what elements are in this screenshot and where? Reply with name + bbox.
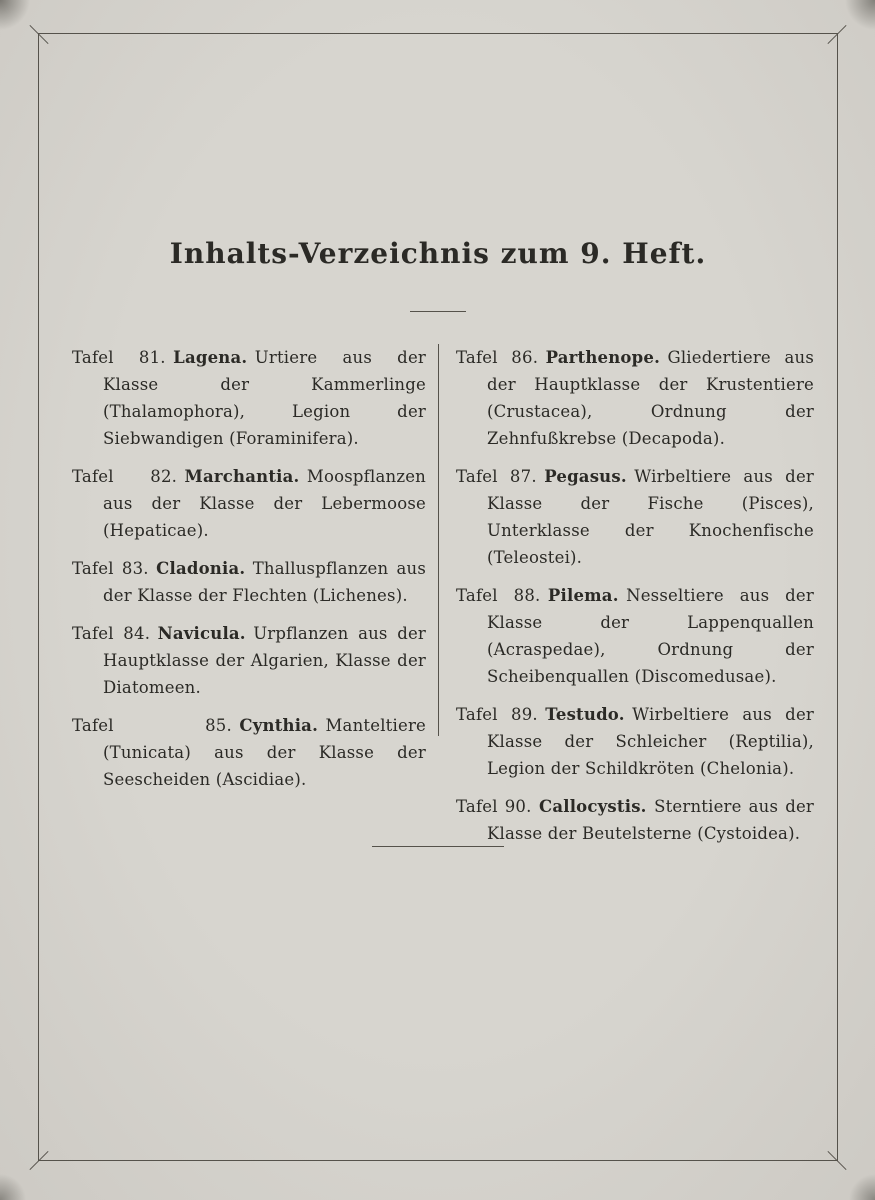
toc-entry	[72, 463, 426, 544]
taxon-name: Pilema.	[547, 586, 619, 605]
bottom-divider-rule	[372, 846, 504, 847]
taxon-name: Marchantia.	[184, 467, 300, 486]
toc-entry	[456, 701, 814, 782]
page-border-frame	[38, 33, 838, 1161]
tafel-number: Tafel 89.	[456, 705, 538, 724]
taxon-name: Lagena.	[173, 348, 248, 367]
entry-description: Urpflanzen aus der Hauptklasse der Algarien, Klasse der Diatomeen.	[103, 624, 427, 697]
corner-tick-bottom-left	[29, 1150, 48, 1169]
entry-description: Sterntiere aus der Klasse der Beutelsterne (Cystoidea).	[487, 797, 815, 843]
toc-entry	[72, 712, 426, 793]
entry-description: Wirbeltiere aus der Klasse der Fische (Pisces), Unterklasse der Knochenfische (Teleostei).	[487, 467, 814, 567]
toc-column-left	[72, 344, 438, 804]
entry-description: Moospflanzen aus der Klasse der Lebermoose (Hepaticae).	[103, 467, 426, 540]
tafel-number: Tafel 81.	[72, 348, 166, 367]
toc-entry	[72, 620, 426, 701]
entry-description: Thalluspflanzen aus der Klasse der Flechten (Lichenes).	[103, 559, 427, 605]
toc-entry	[72, 344, 426, 452]
toc-entry	[456, 463, 814, 571]
entry-description: Urtiere aus der Klasse der Kammerlinge (Thalamophora), Legion der Siebwandigen (Foraminifera).	[103, 348, 426, 448]
toc-column-right	[439, 344, 814, 858]
corner-tick-top-left	[29, 24, 48, 43]
corner-tick-bottom-right	[827, 1150, 846, 1169]
tafel-number: Tafel 86.	[456, 348, 539, 367]
taxon-name: Pegasus.	[544, 467, 627, 486]
tafel-number: Tafel 88.	[456, 586, 541, 605]
taxon-name: Callocystis.	[539, 797, 647, 816]
taxon-name: Navicula.	[157, 624, 246, 643]
toc-entry	[72, 555, 426, 609]
toc-entry	[456, 582, 814, 690]
taxon-name: Cynthia.	[239, 716, 319, 735]
entry-description: Nesseltiere aus der Klasse der Lappenquallen (Acraspedae), Ordnung der Scheibenquallen (Discomedusae).	[487, 586, 814, 686]
entry-description: Gliedertiere aus der Hauptklasse der Krustentiere (Crustacea), Ordnung der Zehnfußkrebse (Decapoda).	[487, 348, 814, 448]
corner-tick-top-right	[827, 24, 846, 43]
taxon-name: Testudo.	[545, 705, 625, 724]
toc-entry	[456, 344, 814, 452]
toc-columns	[72, 344, 814, 858]
tafel-number: Tafel 90.	[456, 797, 532, 816]
tafel-number: Tafel 82.	[72, 467, 178, 486]
entry-description: Wirbeltiere aus der Klasse der Schleicher (Reptilia), Legion der Schildkröten (Chelonia).	[487, 705, 814, 778]
page-title: Inhalts-Verzeichnis zum 9. Heft.	[169, 237, 707, 270]
entry-description: Manteltiere (Tunicata) aus der Klasse der Seescheiden (Ascidiae).	[103, 716, 426, 789]
title-divider-rule	[410, 311, 466, 312]
toc-entry	[456, 793, 814, 847]
taxon-name: Parthenope.	[545, 348, 661, 367]
taxon-name: Cladonia.	[156, 559, 246, 578]
tafel-number: Tafel 83.	[72, 559, 149, 578]
tafel-number: Tafel 87.	[456, 467, 537, 486]
tafel-number: Tafel 85.	[72, 716, 232, 735]
tafel-number: Tafel 84.	[72, 624, 151, 643]
